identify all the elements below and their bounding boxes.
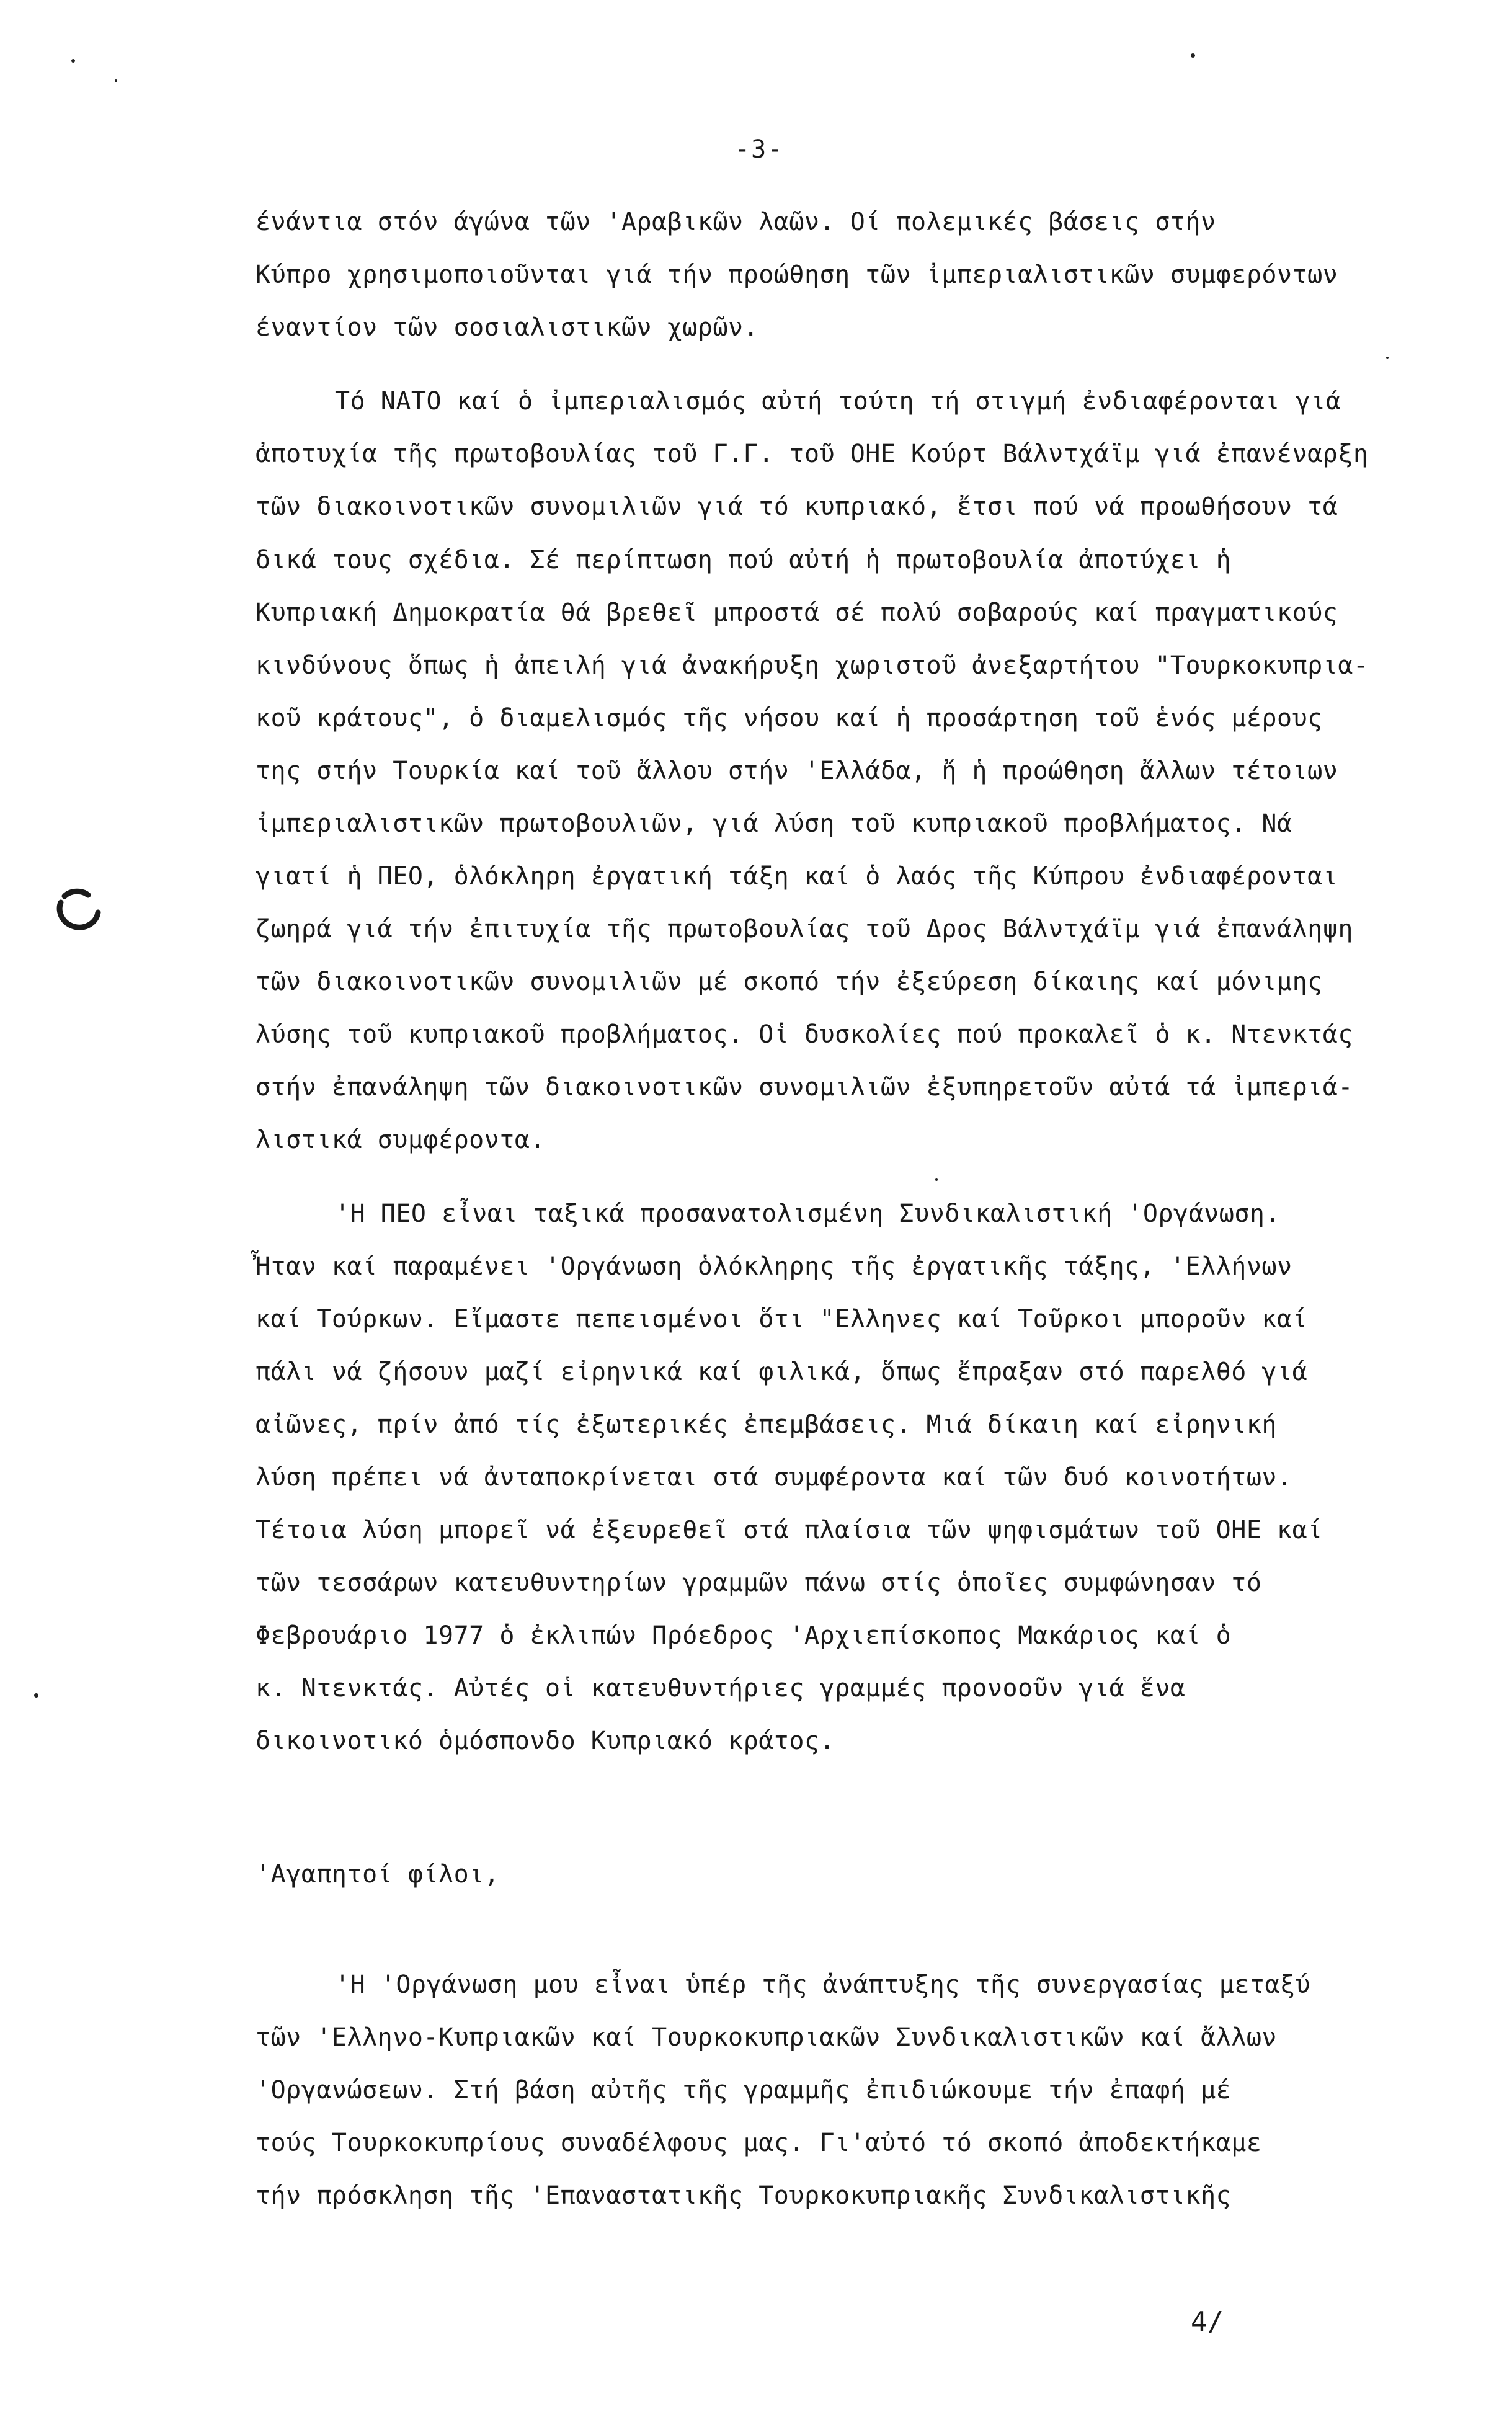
text-line: τούς Τουρκοκυπρίους συναδέλφους μας. Γι'αὐτό τό σκοπό ἀποδεκτήκαμε [256,2129,1262,2157]
text-line: λύση πρέπει νά ἀνταποκρίνεται στά συμφέροντα καί τῶν δυό κοινοτήτων. [256,1463,1292,1492]
text-line: λύσης τοῦ κυπριακοῦ προβλήματος. Οἱ δυσκολίες πού προκαλεῖ ὁ κ. Ντενκτάς [256,1020,1353,1049]
text-line: δικά τους σχέδια. Σέ περίπτωση πού αὐτή ἡ πρωτοβουλία ἀποτύχει ἡ [256,546,1232,574]
text-line: 'Οργανώσεων. Στή βάση αὐτῆς τῆς γραμμῆς ἐπιδιώκουμε τήν ἐπαφή μέ [256,2076,1232,2104]
text-line: ἰμπεριαλιστικῶν πρωτοβουλιῶν, γιά λύση τοῦ κυπριακοῦ προβλήματος. Νά [256,809,1292,838]
text-line: Κύπρο χρησιμοποιοῦνται γιά τήν προώθηση τῶν ἰμπεριαλιστικῶν συμφερόντων [256,260,1338,289]
text-line: Τό ΝΑΤΟ καί ὁ ἰμπεριαλισμός αὐτή τούτη τή στιγμή ἐνδιαφέρονται γιά [335,387,1341,416]
text-line: ένάντια στόν άγώνα τῶν 'Αραβικῶν λαῶν. Οί πολεμικές βάσεις στήν [256,208,1216,236]
text-line: 'Η 'Οργάνωση μου εἶναι ὑπέρ τῆς ἀνάπτυξης τῆς συνεργασίας μεταξύ [335,1970,1311,1999]
salutation: 'Αγαπητοί φίλοι, [256,1860,500,1889]
text-line: Κυπριακή Δημοκρατία θά βρεθεῖ μπροστά σέ πολύ σοβαρούς καί πραγματικούς [256,599,1338,627]
text-line: πάλι νά ζήσουν μαζί εἰρηνικά καί φιλικά, ὅπως ἔπραξαν στό παρελθό γιά [256,1358,1308,1386]
text-line: κοῦ κράτους", ὁ διαμελισμός τῆς νήσου καί ἡ προσάρτηση τοῦ ἑνός μέρους [256,704,1323,732]
continuation-page-number: 4/ [1191,2306,1224,2338]
text-line: τῶν 'Ελληνο-Κυπριακῶν καί Τουρκοκυπριακῶν Συνδικαλιστικῶν καί ἄλλων [256,2023,1277,2052]
scan-speck [1386,357,1389,359]
text-line: έναντίον τῶν σοσιαλιστικῶν χωρῶν. [256,313,759,342]
binder-hole-mark [52,884,103,935]
scan-speck [1191,53,1195,58]
scan-speck [34,1693,38,1698]
text-line: της στήν Τουρκία καί τοῦ ἄλλου στήν 'Ελλάδα, ἤ ἡ προώθηση ἄλλων τέτοιων [256,757,1338,785]
page-number: -3- [735,135,784,164]
scan-speck [71,59,75,63]
text-line: 'Η ΠΕΟ εἶναι ταξικά προσανατολισμένη Συνδικαλιστική 'Οργάνωση. [335,1200,1281,1228]
text-line: λιστικά συμφέροντα. [256,1126,546,1154]
text-line: δικοινοτικό ὁμόσπονδο Κυπριακό κράτος. [256,1727,835,1755]
text-line: Ἦταν καί παραμένει 'Οργάνωση ὁλόκληρης τῆς ἐργατικῆς τάξης, 'Ελλήνων [256,1252,1292,1281]
text-line: Τέτοια λύση μπορεῖ νά ἐξευρεθεῖ στά πλαίσια τῶν ψηφισμάτων τοῦ ΟΗΕ καί [256,1516,1323,1544]
text-line: ζωηρά γιά τήν ἐπιτυχία τῆς πρωτοβουλίας τοῦ Δρος Βάλντχάϊμ γιά ἐπανάληψη [256,915,1353,943]
text-line: τῶν διακοινοτικῶν συνομιλιῶν μέ σκοπό τήν ἐξεύρεση δίκαιης καί μόνιμης [256,968,1323,996]
text-line: ἀποτυχία τῆς πρωτοβουλίας τοῦ Γ.Γ. τοῦ ΟΗΕ Κούρτ Βάλντχάϊμ γιά ἐπανέναρξη [256,440,1369,468]
text-line: κινδύνους ὅπως ἡ ἀπειλή γιά ἀνακήρυξη χωριστοῦ ἀνεξαρτήτου "Τουρκοκυπρια- [256,651,1369,680]
text-line: γιατί ἡ ΠΕΟ, ὁλόκληρη ἐργατική τάξη καί ὁ λαός τῆς Κύπρου ἐνδιαφέρονται [256,862,1338,891]
text-line: τῶν τεσσάρων κατευθυντηρίων γραμμῶν πάνω στίς ὁποῖες συμφώνησαν τό [256,1569,1262,1597]
text-line: Φεβρουάριο 1977 ὁ ἐκλιπών Πρόεδρος 'Αρχιεπίσκοπος Μακάριος καί ὁ [256,1621,1232,1650]
text-line: αἰῶνες, πρίν ἀπό τίς ἐξωτερικές ἐπεμβάσεις. Μιά δίκαιη καί εἰρηνική [256,1410,1277,1439]
scan-speck [115,79,117,82]
text-line: στήν ἐπανάληψη τῶν διακοινοτικῶν συνομιλιῶν ἐξυπηρετοῦν αὐτά τά ἰμπεριά- [256,1073,1353,1102]
text-line: τήν πρόσκληση τῆς 'Επαναστατικῆς Τουρκοκυπριακῆς Συνδικαλιστικῆς [256,2181,1232,2210]
text-line: καί Τούρκων. Εἴμαστε πεπεισμένοι ὅτι "Ελληνες καί Τοῦρκοι μποροῦν καί [256,1305,1308,1334]
scan-speck [935,1178,938,1181]
text-line: τῶν διακοινοτικῶν συνομιλιῶν γιά τό κυπριακό, ἔτσι πού νά προωθήσουν τά [256,492,1338,521]
text-line: κ. Ντενκτάς. Αὐτές οἱ κατευθυντήριες γραμμές προνοοῦν γιά ἕνα [256,1674,1186,1703]
